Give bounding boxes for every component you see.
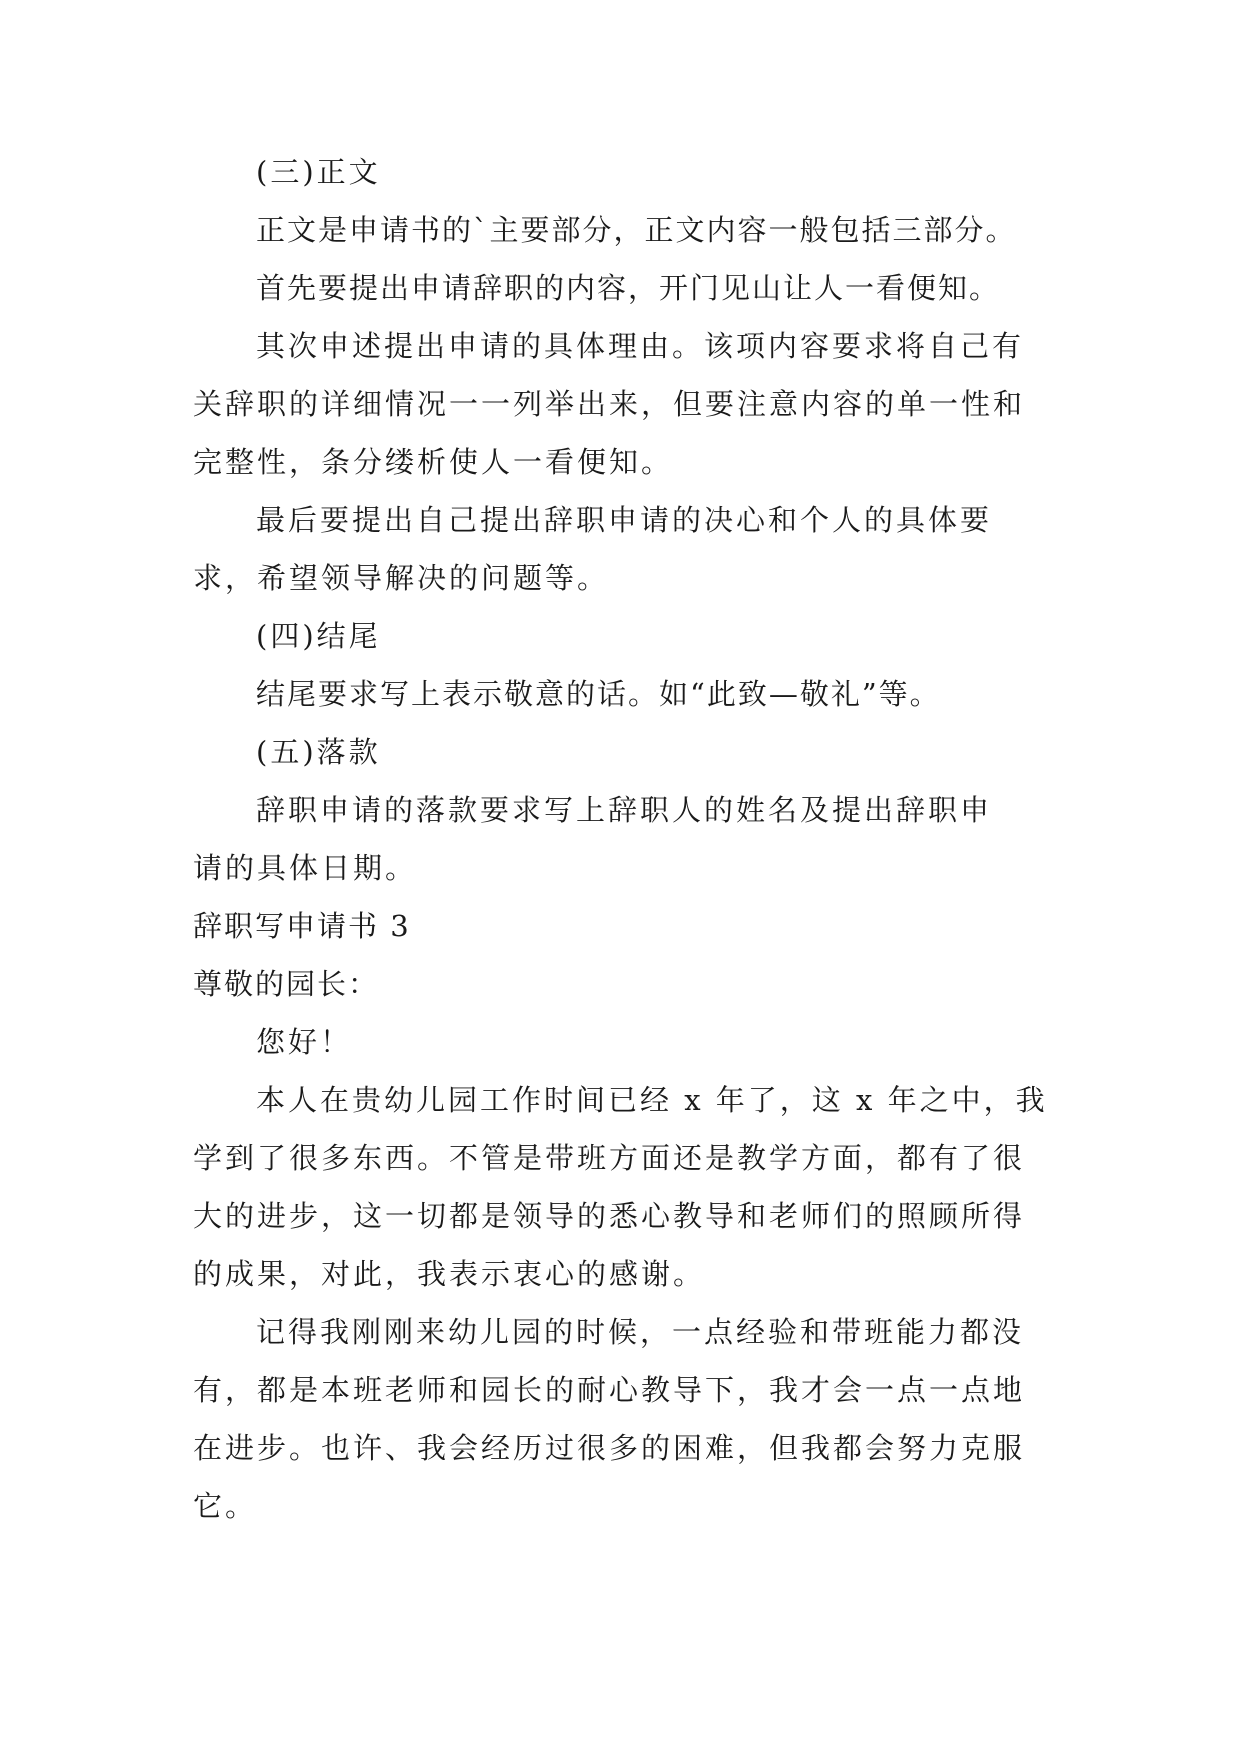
paragraph-line: 完整性，条分缕析使人一看便知。 [193, 445, 674, 479]
section-heading-closing: (四)结尾 [256, 619, 381, 653]
paragraph-line: 正文是申请书的`主要部分，正文内容一般包括三部分。 [256, 213, 1017, 247]
paragraph-line: 求，希望领导解决的问题等。 [193, 561, 610, 595]
paragraph-line: 记得我刚刚来幼儿园的时候，一点经验和带班能力都没 [256, 1315, 1025, 1349]
paragraph-line: 的成果，对此，我表示衷心的感谢。 [193, 1257, 706, 1291]
paragraph-line: 请的具体日期。 [193, 851, 418, 885]
paragraph-line: 有，都是本班老师和园长的耐心教导下，我才会一点一点地 [193, 1373, 1026, 1407]
paragraph-line: 关辞职的详细情况一一列举出来，但要注意内容的单一性和 [193, 387, 1026, 421]
paragraph-line: 本人在贵幼儿园工作时间已经 x 年了，这 x 年之中，我 [256, 1083, 1048, 1117]
section-heading-body: (三)正文 [256, 155, 381, 189]
paragraph-line: 首先要提出申请辞职的内容，开门见山让人一看便知。 [256, 271, 1001, 305]
salutation: 尊敬的园长： [193, 967, 380, 1001]
paragraph-line: 结尾要求写上表示敬意的话。如“此致—敬礼”等。 [256, 677, 941, 711]
greeting: 您好！ [256, 1025, 353, 1059]
paragraph-line: 辞职申请的落款要求写上辞职人的姓名及提出辞职申 [256, 793, 993, 827]
paragraph-line: 其次申述提出申请的具体理由。该项内容要求将自己有 [256, 329, 1025, 363]
section-heading-signature: (五)落款 [256, 735, 381, 769]
paragraph-line: 学到了很多东西。不管是带班方面还是教学方面，都有了很 [193, 1141, 1026, 1175]
paragraph-line: 最后要提出自己提出辞职申请的决心和个人的具体要 [256, 503, 993, 537]
letter-title: 辞职写申请书 3 [193, 909, 411, 943]
paragraph-line: 在进步。也许、我会经历过很多的困难，但我都会努力克服 [193, 1431, 1026, 1465]
paragraph-line: 大的进步，这一切都是领导的悉心教导和老师们的照顾所得 [193, 1199, 1026, 1233]
paragraph-line: 它。 [193, 1489, 258, 1523]
